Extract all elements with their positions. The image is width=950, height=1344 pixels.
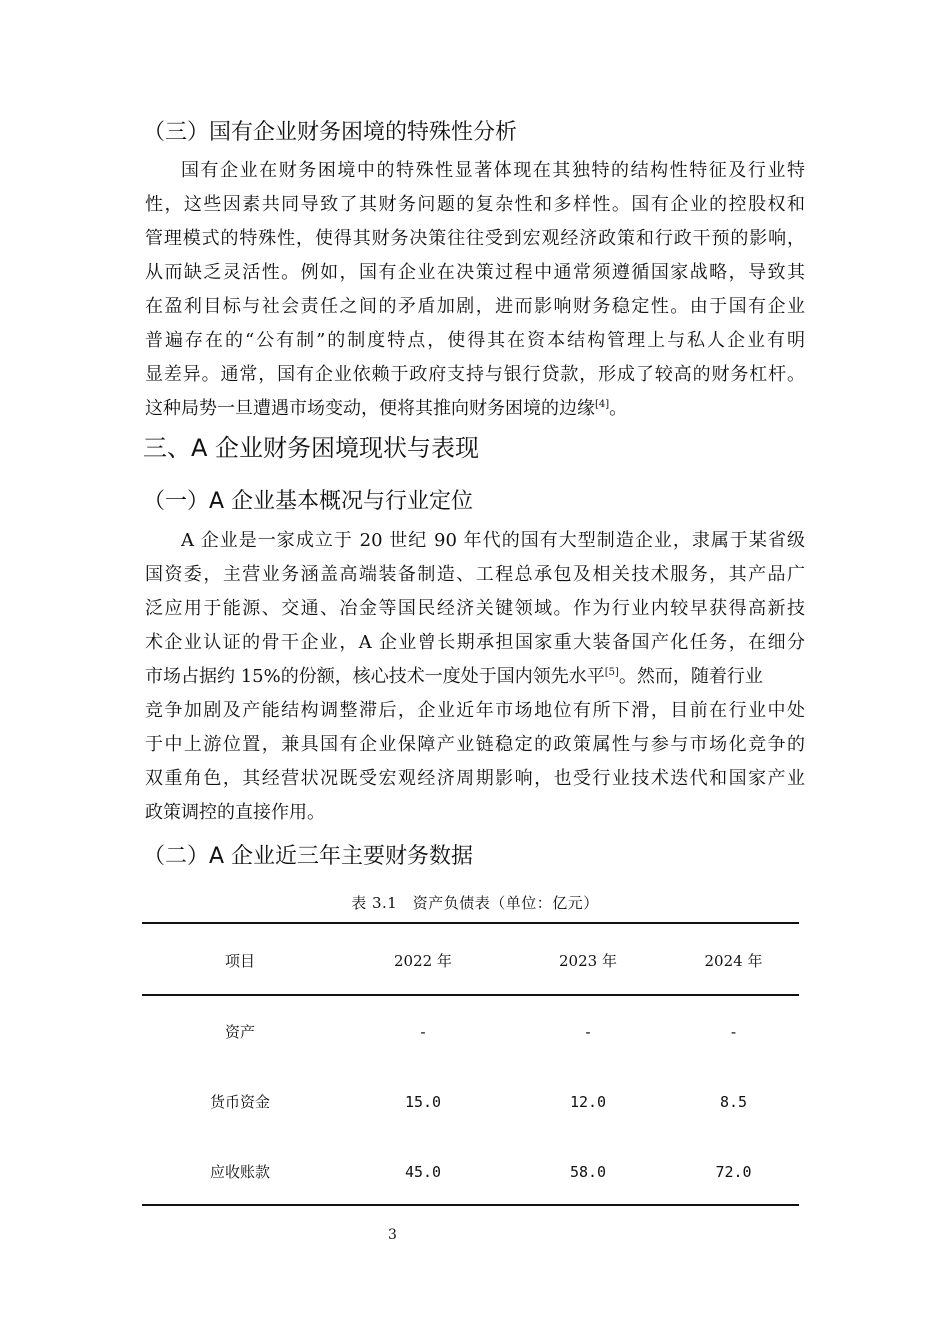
table-cell: 8.5	[719, 1093, 748, 1111]
table-cell: 12.0	[569, 1093, 607, 1111]
paragraph-line: 国资委，主营业务涵盖高端装备制造、工程总承包及相关技术服务，其产品广	[145, 564, 805, 585]
table-cell: 货币资金	[209, 1093, 270, 1111]
paragraph-line: 普遍存在的“公有制”的制度特点，使得其在资本结构管理上与私人企业有明	[145, 330, 805, 351]
paragraph-line-end: 。	[609, 398, 628, 419]
table-cell: 应收账款	[209, 1163, 270, 1181]
section-heading-soe-distress: （三）国有企业财务困境的特殊性分析	[143, 120, 518, 145]
paragraph-line: 性，这些因素共同导致了其财务问题的复杂性和多样性。国有企业的控股权和	[145, 194, 805, 215]
paragraph-line: 泛应用于能源、交通、冶金等国民经济关键领域。作为行业内较早获得高新技	[145, 598, 805, 619]
paragraph-line: 术企业认证的骨干企业，A 企业曾长期承担国家重大装备国产化任务，在细分	[145, 632, 805, 653]
table-header-cell: 2023 年	[559, 952, 617, 970]
table-cell: 45.0	[404, 1163, 442, 1181]
citation-ref-4: [4]	[595, 399, 610, 410]
chapter-heading: 三、A 企业财务困境现状与表现	[143, 434, 480, 462]
paragraph-line: 于中上游位置，兼具国有企业保障产业链稳定的政策属性与参与市场化竞争的	[145, 734, 805, 755]
paragraph-line: 双重角色，其经营状况既受宏观经济周期影响，也受行业技术迭代和国家产业	[145, 768, 805, 789]
table-cell: -	[418, 1023, 428, 1041]
table-header-cell: 2022 年	[394, 952, 452, 970]
table-cell: 58.0	[569, 1163, 607, 1181]
section-heading-financial-data: （二）A 企业近三年主要财务数据	[143, 844, 474, 869]
section-heading-overview: （一）A 企业基本概况与行业定位	[143, 489, 474, 514]
paragraph-line-with-citation	[145, 660, 805, 694]
paragraph-line-text: 市场占据约 15%的份额，核心技术一度处于国内领先水平	[145, 666, 605, 687]
table-cell: -	[728, 1023, 739, 1041]
paragraph-overview	[145, 524, 805, 830]
table-header-row	[142, 926, 799, 996]
paragraph-line: A 企业是一家成立于 20 世纪 90 年代的国有大型制造企业，隶属于某省级	[181, 530, 805, 551]
table-row	[142, 1137, 799, 1207]
paragraph-line: 竞争加剧及产能结构调整滞后，企业近年市场地位有所下滑，目前在行业中处	[145, 700, 805, 721]
paragraph-line: 政策调控的直接作用。	[145, 802, 325, 823]
table-caption: 表 3.1 资产负债表（单位：亿元）	[351, 894, 599, 912]
table-header-rule	[142, 994, 799, 996]
table-row	[142, 997, 799, 1067]
paragraph-line: 从而缺乏灵活性。例如，国有企业在决策过程中通常须遵循国家战略，导致其	[145, 262, 805, 283]
table-row	[142, 1067, 799, 1137]
paragraph-line: 在盈利目标与社会责任之间的矛盾加剧，进而影响财务稳定性。由于国有企业	[145, 296, 805, 317]
table-bottom-rule	[142, 1204, 799, 1206]
paragraph-line: 管理模式的特殊性，使得其财务决策往往受到宏观经济政策和行政干预的影响，	[145, 228, 805, 249]
paragraph-soe-distress	[145, 154, 805, 426]
paragraph-line: 国有企业在财务困境中的特殊性显著体现在其独特的结构性特征及行业特	[181, 160, 805, 181]
citation-ref-5: [5]	[604, 667, 619, 678]
table-cell: 15.0	[404, 1093, 442, 1111]
page-number: 3	[388, 1227, 397, 1243]
paragraph-line-text: 这种局势一旦遭遇市场变动，便将其推向财务困境的边缘	[145, 398, 595, 419]
paragraph-line-text: 。然而，随着行业	[618, 666, 763, 687]
paragraph-line: 显差异。通常，国有企业依赖于政府支持与银行贷款，形成了较高的财务杠杆。	[145, 364, 805, 385]
table-header-cell: 项目	[224, 952, 255, 970]
table-top-rule	[142, 922, 799, 924]
table-cell: 资产	[224, 1023, 255, 1041]
table-cell: 72.0	[715, 1163, 752, 1181]
table-cell: -	[583, 1023, 593, 1041]
paragraph-last-line	[145, 392, 805, 426]
table-header-cell: 2024 年	[704, 952, 763, 970]
